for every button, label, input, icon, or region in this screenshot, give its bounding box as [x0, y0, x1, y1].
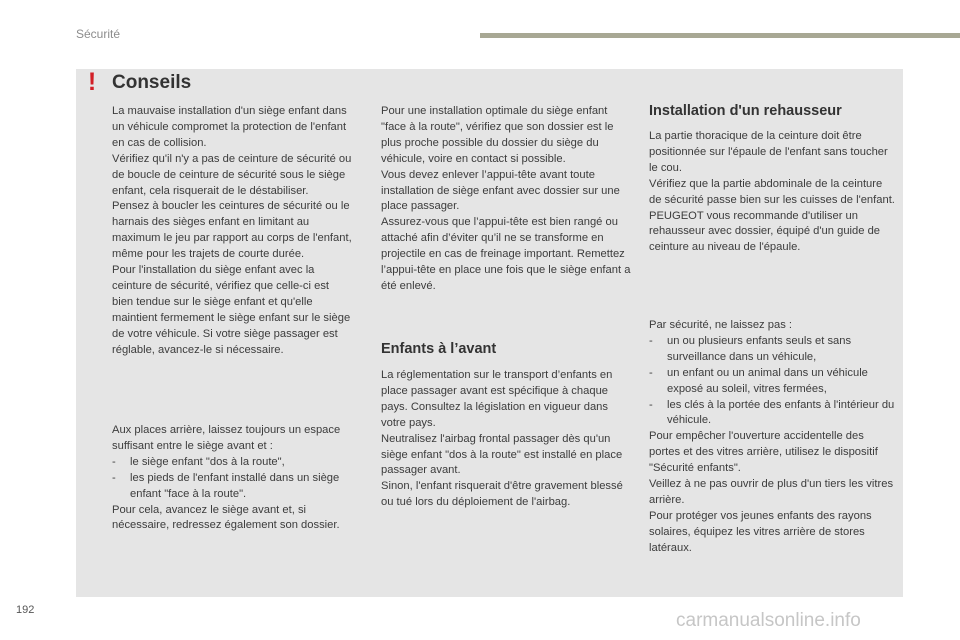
paragraph: Sinon, l'enfant risquerait d'être gravement blessé ou tué lors du déploiement de l'airbag. — [381, 480, 623, 509]
list-item — [112, 471, 352, 503]
page-number: 192 — [16, 604, 35, 616]
paragraph: Neutralisez l'airbag frontal passager dès qu'un siège enfant "dos à la route" est installé en place passager avant. — [381, 432, 623, 477]
list-item-text: un ou plusieurs enfants seuls et sans surveillance dans un véhicule, — [667, 334, 852, 363]
panel-title: Conseils — [112, 72, 192, 93]
paragraph: Vous devez enlever l’appui-tête avant toute installation de siège enfant avec dossier sur une place passager. — [381, 168, 620, 213]
subtitle-booster: Installation d'un rehausseur — [649, 103, 842, 119]
paragraph: Pour l'installation du siège enfant avec la ceinture de sécurité, vérifiez que celle-ci est bien tendue sur le siège enfant et qu'elle maintient fermement le siège enfant sur le siège de votre véhicule. Si votre siège passager est réglable, avancez-le si nécessaire. — [112, 264, 351, 356]
paragraph: Vérifiez que la partie abdominale de la ceinture de sécurité passe bien sur les cuisses de l'enfant. — [649, 177, 895, 206]
bullet-dash: - — [649, 398, 653, 411]
list-item-text: le siège enfant "dos à la route", — [130, 455, 285, 468]
bullet-dash: - — [649, 334, 653, 347]
paragraph: Pour protéger vos jeunes enfants des rayons solaires, équipez les vitres arrière de stores latéraux. — [649, 509, 872, 554]
header-bar — [480, 33, 960, 38]
list-item — [649, 398, 897, 430]
column-1 — [112, 104, 352, 359]
bullet-dash: - — [112, 455, 116, 468]
column-2 — [381, 104, 631, 295]
column-2-front — [381, 368, 631, 511]
paragraph: Veillez à ne pas ouvrir de plus d'un tiers les vitres arrière. — [649, 478, 894, 506]
column-3-safety — [649, 318, 897, 557]
paragraph: La mauvaise installation d'un siège enfant dans un véhicule compromet la protection de l'enfant en cas de collision. — [112, 105, 347, 149]
list-item — [649, 366, 897, 398]
bullet-dash: - — [112, 471, 116, 484]
bullet-dash: - — [649, 366, 653, 379]
list-item-text: les clés à la portée des enfants à l'intérieur du véhicule. — [667, 398, 895, 427]
paragraph: La réglementation sur le transport d’enfants en place passager avant est spécifique à chaque pays. Consultez la législation en vigueur dans votre pays. — [381, 369, 613, 429]
paragraph: Pour empêcher l'ouverture accidentelle des portes et des vitres arrière, utilisez le dispositif "Sécurité enfants". — [649, 430, 878, 475]
column-1-rear-seats — [112, 423, 352, 534]
watermark: carmanualsonline.info — [676, 610, 861, 631]
list-item — [649, 334, 897, 366]
paragraph: Pour cela, avancez le siège avant et, si nécessaire, redressez également son dossier. — [112, 503, 340, 532]
paragraph: La partie thoracique de la ceinture doit être positionnée sur l'épaule de l'enfant sans toucher le cou. — [649, 130, 888, 174]
column-3-booster — [649, 129, 897, 256]
paragraph: Aux places arrière, laissez toujours un espace suffisant entre le siège avant et : — [112, 424, 341, 452]
section-title: Sécurité — [76, 27, 121, 41]
paragraph: PEUGEOT vous recommande d'utiliser un rehausseur avec dossier, équipé d'un guide de ceinture au niveau de l'épaule. — [649, 209, 881, 254]
paragraph: Pensez à boucler les ceintures de sécurité ou le harnais des sièges enfant en limitant au maximum le jeu par rapport au corps de l'enfant, même pour les trajets de courte durée. — [112, 200, 352, 261]
paragraph: Assurez-vous que l’appui-tête est bien rangé ou attaché afin d’éviter qu’il ne se transforme en projectile en cas de freinage important. Remettez l’appui-tête en place une fois que le siège enfant a été enlevé. — [381, 216, 631, 292]
list-item — [112, 455, 352, 471]
paragraph: Vérifiez qu'il n'y a pas de ceinture de sécurité ou de boucle de ceinture de sécurité sous le siège enfant, cela risquerait de le déstabiliser. — [112, 152, 352, 197]
subtitle-front-children: Enfants à l’avant — [381, 341, 497, 357]
paragraph: Par sécurité, ne laissez pas : — [649, 319, 793, 331]
list-item-text: les pieds de l'enfant installé dans un siège enfant "face à la route". — [130, 471, 340, 500]
warning-icon: ! — [87, 68, 97, 96]
list-item-text: un enfant ou un animal dans un véhicule exposé au soleil, vitres fermées, — [667, 366, 868, 395]
paragraph: Pour une installation optimale du siège enfant "face à la route", vérifiez que son dossier est le plus proche possible du dossier du siège du véhicule, voire en contact si possible. — [381, 105, 614, 165]
